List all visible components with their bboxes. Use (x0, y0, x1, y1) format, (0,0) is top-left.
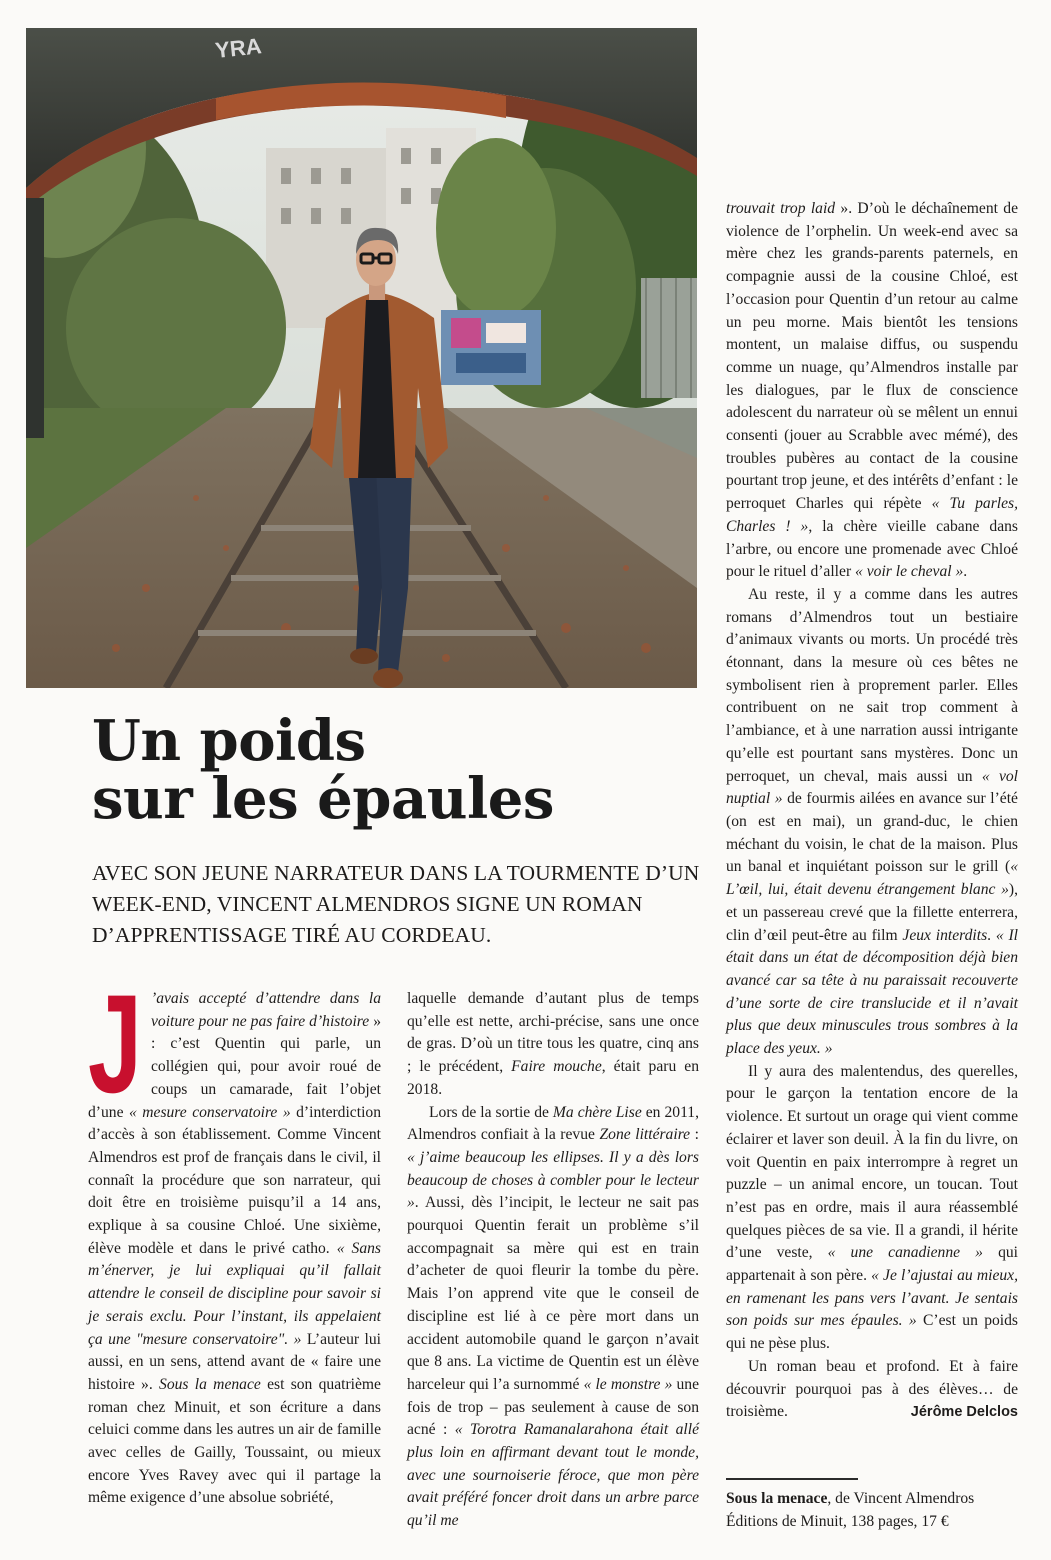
author-signature: Jérôme Delclos (910, 1404, 1018, 1421)
paragraph (407, 988, 699, 1102)
magazine-title: Zone littéraire (599, 1126, 691, 1144)
photo-author-on-railway-icon (26, 28, 697, 688)
text: Il y aura des malentendus, des querelles, pour le garçon la tentation encore de la violence. Et surtout un orage qui vient comme éclairer et laver son deuil. À la fin du livre, on voit Quentin en paix interrompre à regret un puzzle – un animal encore, un toucan. Tout n’est pas en ordre, mais il aura réassemblé quelques pièces de sa vie. Il a grandi, il hérite d’une veste, (726, 1062, 1018, 1262)
text: , la chère vieille cabane dans l’arbre, ou encore une promenade avec Chloé pour le rituel d’aller (726, 517, 1018, 581)
book-title: Sous la menace (726, 1490, 828, 1507)
quote: « j’aime beaucoup les ellipses. Il y a dès lors beaucoup de choses à combler pour le lecteur » (407, 1148, 699, 1212)
divider (726, 1478, 858, 1480)
text: Lors de la sortie de (429, 1103, 553, 1121)
paragraph (726, 198, 1018, 584)
text: d’interdiction d’accès à son établissement. Comme Vincent Almendros est prof de français dans le civil, il connaît la procédure que son narrateur, qui doit être en troisième puisqu’il a 14 ans, explique à sa cousine Chloé. Une sixième, élève modèle et dans le privé catho. (88, 1103, 381, 1257)
quote: « Sans m’énerver, je lui expliquai qu’il fallait attendre le conseil de discipline pour savoir si je serais exclu. Pour l’instant, ils appelaient ça une "mesure conservatoire". » (88, 1239, 381, 1348)
quote: « Il était dans un état de décomposition déjà bien avancé car sa tête à nu paraissait recouverte d’une sorte de cire translucide et il n’avait plus que deux minuscules trous sombres à la place des yeux. » (726, 926, 1018, 1058)
author-photo (26, 28, 697, 688)
quote: « Tu parles, Charles ! » (726, 495, 1018, 535)
headline-line-2: sur les épaules (92, 766, 554, 832)
book-publisher: Éditions de Minuit, 138 pages, 17 € (726, 1512, 949, 1530)
text: Un roman beau et profond. Et à faire découvrir pourquoi pas à des élèves… de troisième. (726, 1357, 1018, 1421)
text: » : c’est Quentin qui parle, un collégien qui, pour avoir roué de coups un camarade, fait l’objet d’une (88, 1012, 382, 1121)
text: ), et un passereau crevé que la fillette enterrera, clin d’œil peut-être au film (726, 881, 1018, 944)
book-author: , de Vincent Almendros (827, 1490, 975, 1507)
quote: « une canadienne » (827, 1244, 983, 1262)
paragraph (726, 1061, 1018, 1356)
quote: « voir le cheval » (855, 563, 964, 581)
paragraph (407, 1102, 699, 1533)
book-title: Sous la menace (159, 1375, 261, 1393)
text: . (963, 563, 968, 581)
book-title: Ma chère Lise (552, 1103, 642, 1121)
text: Au reste, il y a comme dans les autres romans d’Almendros tout un bestiaire d’animaux vivants ou morts. Un procédé très étonnant, dans la mesure où ces bêtes ne symbolisent rien à proprement parler. Elles contribuent on ne sait trop comment à l’ambiance, et à une narration aussi intrigante qu’elle est pourtant sans mystères. Donc un perroquet, un cheval, mais aussi un (726, 585, 1018, 785)
text: de fourmis ailées en avance sur l’été (on est en mai), un grand-duc, le chien méchant du voisin, le chat de la maison. Plus un banal et inquiétant poisson sur le grill ( (726, 790, 1018, 876)
article-column-3 (726, 198, 1018, 1424)
graffiti-text: YRA (213, 33, 263, 63)
paragraph (726, 1356, 1018, 1424)
headline (92, 708, 652, 832)
film-title: Jeux interdits (902, 926, 988, 944)
dropcap-letter: J (88, 992, 142, 1096)
text: C’est un poids qui ne pèse plus. (726, 1312, 1018, 1353)
paragraph (726, 584, 1018, 1061)
quote: « Je l’ajustai au mieux, en ramenant les pans vers l’avant. Je sentais son poids sur mes épaules. » (726, 1267, 1018, 1330)
text: laquelle demande d’autant plus de temps qu’elle est nette, archi-précise, sans une once de gras. D’où un titre tous les quatre, cinq ans ; le précédent, (407, 990, 699, 1076)
quote: « Torotra Ramanalarahona était allé plus loin en affirmant devant tout le monde, avec une sournoiserie féroce, que mon père avait préféré foncer droit dans un arbre parce qu’il me (407, 1421, 699, 1530)
quote: « L’œil, lui, était devenu étrangement blanc » (726, 858, 1018, 899)
quote: trouvait trop laid (726, 200, 836, 217)
headline-line-1: Un poids (92, 708, 366, 774)
quote: ’avais accepté d’attendre dans la voiture pour ne pas faire d’histoire (151, 990, 381, 1030)
text: ». D’où le déchaînement de violence de l’orphelin. Un week-end avec sa mère chez les grands-parents paternels, en compagnie aussi de la cousine Chloé, est l’occasion pour Quentin d’un retour au calme un peu morne. Mais bientôt les tensions montent, un malaise diffus, ou suspendu comme un nuage, qu’Almendros installe par les dialogues, par le flux de conscience adolescent du narrateur où se mêlent un ennui consenti (jouer au Scrabble avec mémé), des troubles pubères au contact de la cousine pourtant trop jeune, et des intérêts d’enfant : le perroquet Charles qui répète (726, 200, 1018, 513)
article-column-2 (407, 988, 699, 1533)
text: : (690, 1126, 699, 1144)
text: . Aussi, dès l’incipit, le lecteur ne sait pas pourquoi Quentin ferait un problème s’il accompagnait sa mère qui est en train d’acheter de quoi fleurir la tombe du père. Mais l’on apprend vite que le conseil de discipline est lié à ce père mort dans un accident automobile quand le garçon n’avait que 8 ans. La victime de Quentin est un élève harceleur qui l’a surnommé (407, 1194, 699, 1393)
text: . (987, 926, 996, 944)
quote: « mesure conservatoire » (128, 1103, 291, 1121)
text: est son quatrième roman chez Minuit, et son écriture a dans celuici comme dans les autres un air de famille avec celles de Gailly, Toussaint, ou mieux encore Yves Ravey avec qui il partage la même exigence d’une absolue sobriété, (88, 1375, 381, 1507)
deck-subtitle: AVEC SON JEUNE NARRATEUR DANS LA TOURMENTE D’UN WEEK-END, VINCENT ALMENDROS SIGNE UN ROMAN D’APPRENTISSAGE TIRÉ AU CORDEAU. (92, 861, 700, 947)
article-column-1 (88, 988, 381, 1510)
text: qui appartenait à son père. (726, 1244, 1018, 1285)
book-info (726, 1488, 1026, 1533)
dropcap (87, 992, 143, 1096)
quote: « le monstre » (583, 1375, 673, 1393)
text: une fois de trop – pas seulement à cause de son acné : (407, 1375, 699, 1439)
text: en 2011, Almendros confiait à la revue (407, 1103, 699, 1144)
text: L’auteur lui aussi, en un sens, attend avant de « faire une histoire ». (88, 1330, 381, 1393)
book-title: Faire mouche (511, 1058, 602, 1076)
quote: « vol nuptial » (726, 767, 1019, 808)
text: , était paru en 2018. (407, 1058, 699, 1098)
